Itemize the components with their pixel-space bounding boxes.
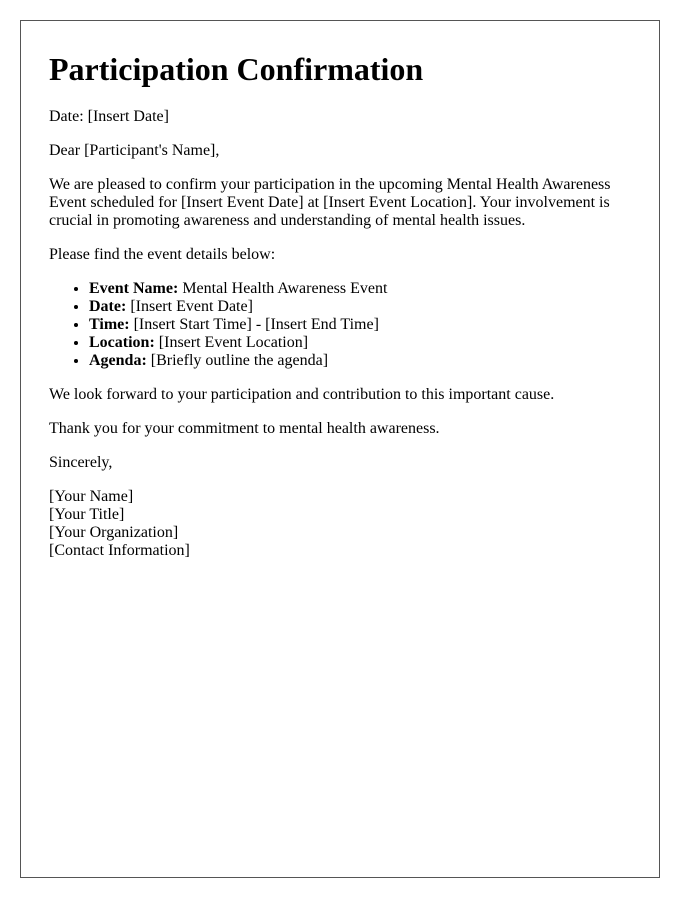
salutation: Dear [Participant's Name], (49, 142, 220, 159)
detail-value: [Insert Event Date] (126, 298, 253, 315)
closing-paragraph-1: We look forward to your participation and contribution to this important cause. (49, 386, 555, 403)
letter-page (20, 20, 660, 878)
detail-item-location (89, 334, 631, 352)
detail-value: [Briefly outline the agenda] (146, 352, 329, 369)
date-line: Date: [Insert Date] (49, 108, 169, 125)
detail-item-time (89, 316, 631, 334)
detail-label: Location: (89, 334, 155, 351)
detail-item-event-name (89, 280, 631, 298)
closing-paragraph-2: Thank you for your commitment to mental health awareness. (49, 420, 440, 437)
letter-title: Participation Confirmation (49, 51, 424, 87)
signature-title: [Your Title] (49, 506, 125, 523)
signature-organization: [Your Organization] (49, 524, 179, 541)
detail-value: [Insert Event Location] (154, 334, 309, 351)
signature-contact: [Contact Information] (49, 542, 190, 559)
signature-name: [Your Name] (49, 488, 134, 505)
signature-block (49, 488, 631, 560)
detail-label: Agenda: (89, 352, 147, 369)
detail-item-date (89, 298, 631, 316)
detail-label: Event Name: (89, 280, 179, 297)
signoff: Sincerely, (49, 454, 113, 471)
detail-label: Date: (89, 298, 127, 315)
detail-value: [Insert Start Time] - [Insert End Time] (129, 316, 379, 333)
detail-label: Time: (89, 316, 130, 333)
detail-value: Mental Health Awareness Event (178, 280, 388, 297)
intro-paragraph: We are pleased to confirm your participation in the upcoming Mental Health Awareness Event scheduled for [Insert Event Date] at [Insert Event Location]. Your involvement is crucial in promoting awareness and understanding of mental health issues. (49, 176, 611, 229)
details-intro: Please find the event details below: (49, 246, 276, 263)
event-details-list (49, 280, 631, 370)
detail-item-agenda (89, 352, 631, 370)
